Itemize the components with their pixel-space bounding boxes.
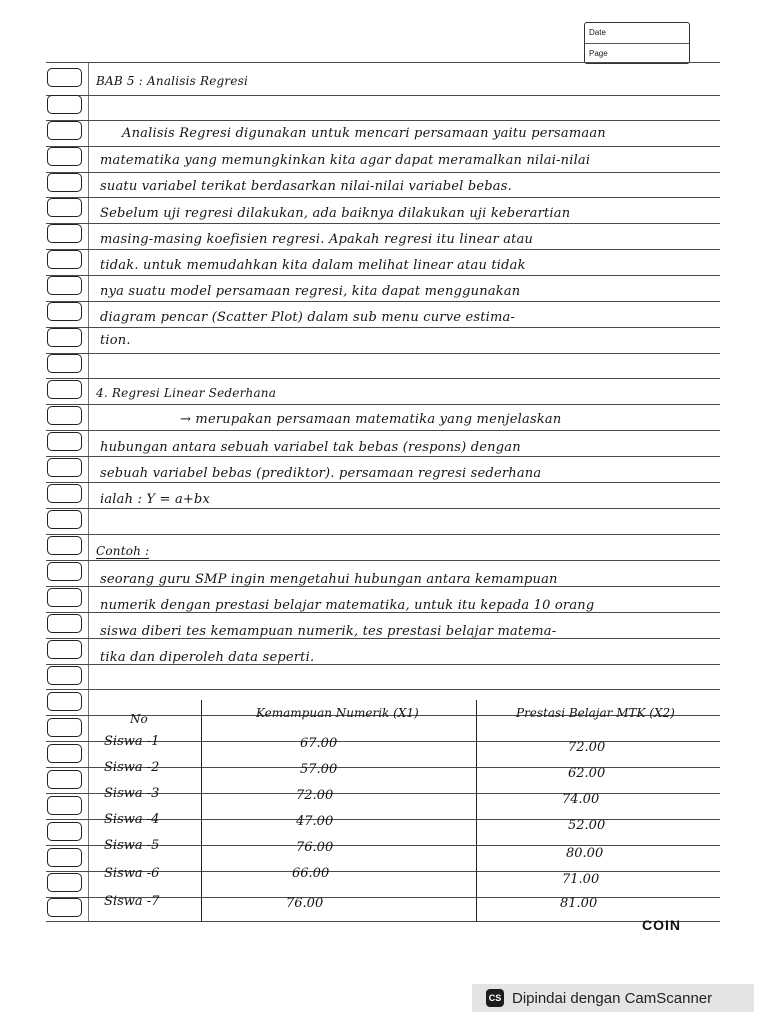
margin-checkbox — [47, 822, 82, 841]
margin-checkbox — [47, 562, 82, 581]
intro-line: diagram pencar (Scatter Plot) dalam sub menu curve estima- — [100, 310, 516, 325]
margin-checkbox — [47, 640, 82, 659]
ruled-line — [46, 301, 720, 302]
page-label: Page — [585, 43, 689, 64]
ruled-line — [46, 249, 720, 250]
margin-checkbox — [47, 744, 82, 763]
table-cell-no: Siswa -3 — [104, 786, 160, 801]
ruled-line — [46, 482, 720, 483]
margin-checkbox — [47, 95, 82, 114]
example-line: siswa diberi tes kemampuan numerik, tes prestasi belajar matema- — [100, 624, 557, 639]
section-line: → merupakan persamaan matematika yang menjelaskan — [180, 412, 562, 427]
margin-checkbox — [47, 121, 82, 140]
table-cell-x1: 67.00 — [300, 736, 338, 751]
margin-checkbox — [47, 718, 82, 737]
margin-checkbox — [47, 276, 82, 295]
ruled-line — [46, 404, 720, 405]
table-header-no: No — [130, 712, 148, 726]
margin-checkbox — [47, 328, 82, 347]
margin-checkbox — [47, 848, 82, 867]
intro-line: Sebelum uji regresi dilakukan, ada baiknya dilakukan uji keberartian — [100, 206, 571, 221]
ruled-line — [46, 120, 720, 121]
margin-checkbox — [47, 406, 82, 425]
margin-checkbox — [47, 147, 82, 166]
margin-checkbox — [47, 302, 82, 321]
margin-checkbox — [47, 484, 82, 503]
table-cell-no: Siswa -4 — [104, 812, 160, 827]
camscanner-badge — [472, 984, 754, 1012]
intro-line: masing-masing koefisien regresi. Apakah regresi itu linear atau — [100, 232, 534, 247]
table-cell-x2: 52.00 — [568, 818, 606, 833]
margin-checkbox — [47, 68, 82, 87]
margin-checkbox — [47, 692, 82, 711]
table-cell-x2: 71.00 — [562, 872, 600, 887]
ruled-line — [46, 327, 720, 328]
margin-checkbox — [47, 796, 82, 815]
chapter-title: BAB 5 : Analisis Regresi — [96, 74, 249, 88]
ruled-line — [46, 172, 720, 173]
table-header-x2: Prestasi Belajar MTK (X2) — [516, 706, 675, 720]
table-header-x1: Kemampuan Numerik (X1) — [256, 706, 419, 720]
ruled-line — [46, 146, 720, 147]
margin-checkbox — [47, 354, 82, 373]
ruled-line — [46, 378, 720, 379]
table-column-divider — [476, 700, 477, 922]
table-cell-x2: 62.00 — [568, 766, 606, 781]
ruled-line — [46, 689, 720, 690]
table-cell-x2: 81.00 — [560, 896, 598, 911]
margin-checkbox — [47, 614, 82, 633]
table-cell-x2: 74.00 — [562, 792, 600, 807]
ruled-line — [46, 275, 720, 276]
example-line: seorang guru SMP ingin mengetahui hubungan antara kemampuan — [100, 572, 558, 587]
ruled-line — [46, 197, 720, 198]
intro-line: Analisis Regresi digunakan untuk mencari persamaan yaitu persamaan — [122, 126, 606, 141]
intro-line: matematika yang memungkinkan kita agar dapat meramalkan nilai-nilai — [100, 153, 591, 168]
ruled-line — [46, 353, 720, 354]
margin-checkbox — [47, 173, 82, 192]
camscanner-text: Dipindai dengan CamScanner — [512, 989, 713, 1007]
ruled-line — [46, 62, 720, 63]
table-cell-no: Siswa -5 — [104, 838, 160, 853]
margin-checkbox — [47, 198, 82, 217]
margin-checkbox — [47, 380, 82, 399]
margin-checkbox — [47, 873, 82, 892]
table-cell-no: Siswa -6 — [104, 866, 160, 881]
margin-checkbox — [47, 536, 82, 555]
margin-checkbox — [47, 588, 82, 607]
intro-line: nya suatu model persamaan regresi, kita dapat menggunakan — [100, 284, 521, 299]
margin-checkbox — [47, 224, 82, 243]
table-cell-x1: 47.00 — [296, 814, 334, 829]
example-line: numerik dengan prestasi belajar matematika, untuk itu kepada 10 orang — [100, 598, 595, 613]
example-line: tika dan diperoleh data seperti. — [100, 650, 315, 665]
table-cell-x1: 72.00 — [296, 788, 334, 803]
camscanner-icon: CS — [486, 989, 504, 1007]
table-cell-x1: 76.00 — [296, 840, 334, 855]
ruled-line — [46, 508, 720, 509]
table-cell-x2: 72.00 — [568, 740, 606, 755]
table-cell-x1: 57.00 — [300, 762, 338, 777]
section-title: 4. Regresi Linear Sederhana — [96, 386, 277, 400]
table-cell-no: Siswa -2 — [104, 760, 160, 775]
ruled-line — [46, 560, 720, 561]
table-column-divider — [201, 700, 202, 922]
intro-line: tidak. untuk memudahkan kita dalam melihat linear atau tidak — [100, 258, 526, 273]
section-line: hubungan antara sebuah variabel tak bebas (respons) dengan — [100, 440, 521, 455]
ruled-line — [46, 921, 720, 922]
margin-checkbox — [47, 898, 82, 917]
table-cell-x2: 80.00 — [566, 846, 604, 861]
ruled-line — [46, 430, 720, 431]
margin-checkbox — [47, 250, 82, 269]
section-line: sebuah variabel bebas (prediktor). persamaan regresi sederhana — [100, 466, 542, 481]
table-cell-x1: 76.00 — [286, 896, 324, 911]
ruled-line — [46, 95, 720, 96]
margin-checkbox — [47, 510, 82, 529]
table-cell-no: Siswa -7 — [104, 894, 160, 909]
margin-checkbox — [47, 432, 82, 451]
margin-checkbox — [47, 770, 82, 789]
section-line: ialah : Y = a+bx — [100, 492, 211, 507]
margin-checkbox — [47, 458, 82, 477]
table-cell-x1: 66.00 — [292, 866, 330, 881]
ruled-line — [46, 534, 720, 535]
intro-line: suatu variabel terikat berdasarkan nilai-nilai variabel bebas. — [100, 179, 512, 194]
date-page-box — [584, 22, 690, 64]
example-label: Contoh : — [96, 544, 150, 558]
date-label: Date — [589, 28, 606, 37]
ruled-line — [46, 456, 720, 457]
table-cell-no: Siswa -1 — [104, 734, 160, 749]
margin-checkbox — [47, 666, 82, 685]
ruled-line — [46, 223, 720, 224]
intro-line: tion. — [100, 333, 131, 348]
notebook-brand-logo: COIN — [642, 917, 681, 933]
